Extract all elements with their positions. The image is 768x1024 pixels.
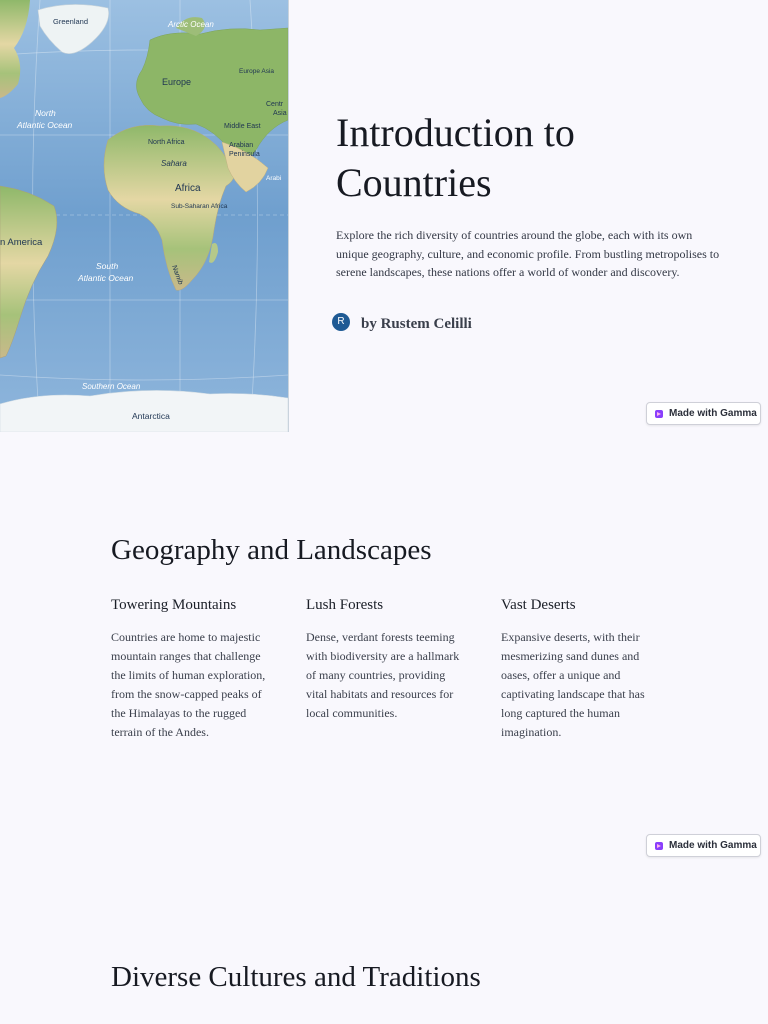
map-label-south-atlantic-2: Atlantic Ocean [78,273,134,283]
map-label-greenland: Greenland [53,17,89,26]
section-title-cultures: Diverse Cultures and Traditions [111,961,481,993]
author-byline [332,310,472,333]
map-label-north-atlantic: North [35,108,56,118]
column-towering-mountains [111,597,271,742]
column-text: Countries are home to majestic mountain ranges that challenge the limits of human exploration, from the snow-capped peaks of the Himalayas to the rugged terrain of the Andes. [111,630,266,739]
map-label-north-atlantic-2: Atlantic Ocean [17,120,73,130]
map-label-arctic-ocean: Arctic Ocean [168,20,214,29]
section-title-geography: Geography and Landscapes [111,534,432,566]
map-label-southern-ocean: Southern Ocean [82,382,141,391]
avatar: R [332,313,350,331]
map-label-europe-asia: Europe Asia [239,68,275,75]
column-text: Dense, verdant forests teeming with biodiversity are a hallmark of many countries, providing vital habitats and resources for local communities. [306,630,460,720]
map-label-sahara: Sahara [161,159,187,168]
made-with-gamma-badge[interactable] [646,834,761,857]
gamma-logo-icon [654,409,664,419]
map-label-sub-saharan: Sub-Saharan Africa [171,203,228,210]
map-label-africa: Africa [175,183,201,194]
column-vast-deserts [501,597,661,742]
badge-label: Made with Gamma [669,840,757,851]
made-with-gamma-badge[interactable] [646,402,761,425]
column-heading: Vast Deserts [501,597,576,613]
intro-description: Explore the rich diversity of countries around the globe, each with its own unique geography, culture, and economic profile. From bustling metropolises to serene landscapes, these nations offer a world of wonder and discovery. [336,228,720,279]
page-title: Introduction to Countries [336,110,575,205]
column-heading: Lush Forests [306,597,384,613]
map-label-arabian-2: Peninsula [229,151,260,158]
column-text: Expansive deserts, with their mesmerizing sand dunes and oases, offer a unique and captivating landscape that has long captured the human imagination. [501,630,645,739]
author-name: by Rustem Celilli [361,316,472,332]
map-label-south-atlantic: South [96,261,119,271]
map-label-central-asia-2: Asia [273,110,287,117]
column-lush-forests [306,597,466,723]
badge-label: Made with Gamma [669,408,757,419]
map-label-central-asia: Centr [266,101,284,108]
map-label-north-africa: North Africa [148,139,185,146]
map-label-namib: Namib [170,264,184,286]
map-label-arabian: Arabian [229,142,254,149]
map-label-arabia: Arabi [266,175,282,182]
gamma-logo-icon [654,841,664,851]
map-label-middle-east: Middle East [224,123,261,130]
world-map-image [0,0,289,432]
map-label-antarctica: Antarctica [132,411,170,421]
map-label-south-america: n America [0,237,43,248]
column-heading: Towering Mountains [111,597,237,613]
map-label-europe: Europe [162,77,192,87]
title-slide [0,0,768,432]
